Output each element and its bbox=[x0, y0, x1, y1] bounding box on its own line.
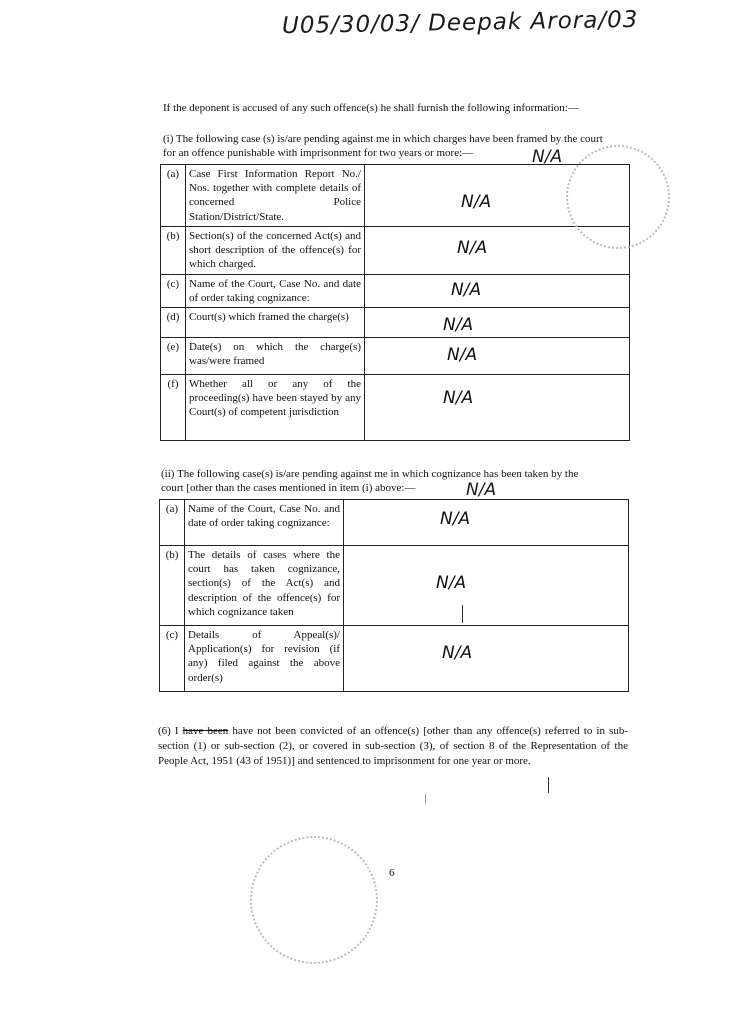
section1-heading-line1: (i) The following case (s) is/are pending against me in which charges have been framed by the court bbox=[163, 133, 603, 145]
row-label: (d) bbox=[161, 308, 186, 338]
row-answer: N/A bbox=[461, 192, 492, 212]
row-answer-cell bbox=[344, 546, 629, 626]
section1-heading-line2: for an offence punishable with imprisonment for two years or more:— bbox=[163, 147, 474, 159]
handwritten-reference-note: U05/30/03/ Deepak Arora/03 bbox=[281, 6, 639, 40]
section2-table bbox=[159, 499, 629, 692]
table-row bbox=[161, 375, 630, 441]
row-description: Section(s) of the concerned Act(s) and short description of the offence(s) for which charged. bbox=[186, 227, 365, 275]
table-row bbox=[160, 500, 629, 546]
official-seal-stamp bbox=[250, 836, 378, 964]
row-label: (b) bbox=[160, 546, 185, 626]
row-label: (e) bbox=[161, 338, 186, 375]
row-label: (a) bbox=[160, 500, 185, 546]
clause-6-text: have not been convicted of an offence(s) [other than any offence(s) referred to in sub-section (1) or sub-section (2), or covered in sub-section (3), of section 8 of the Representation of the People Act, 1951 (43 of 1951)] and sentenced to imprisonment for one year or more. bbox=[158, 725, 629, 767]
row-description: Date(s) on which the charge(s) was/were framed bbox=[186, 338, 365, 375]
row-description: Name of the Court, Case No. and date of order taking cognizance: bbox=[186, 274, 365, 307]
section2-heading-na: N/A bbox=[466, 480, 497, 500]
row-label: (a) bbox=[161, 165, 186, 227]
official-seal-stamp bbox=[566, 145, 670, 249]
row-answer-cell bbox=[365, 338, 630, 375]
row-answer: N/A bbox=[447, 345, 478, 366]
page-number: 6 bbox=[389, 867, 395, 879]
section1-heading-na: N/A bbox=[532, 147, 563, 167]
row-answer-cell bbox=[365, 308, 630, 338]
table-row bbox=[161, 227, 630, 275]
row-answer: N/A bbox=[440, 509, 471, 529]
row-description: Court(s) which framed the charge(s) bbox=[186, 308, 365, 338]
section1-table bbox=[160, 164, 630, 441]
table-row bbox=[161, 165, 630, 227]
section2-heading-line2: court [other than the cases mentioned in item (i) above:— bbox=[161, 482, 416, 494]
clause-6-struck-text: have been bbox=[182, 725, 229, 737]
row-description: Case First Information Report No./ Nos. together with complete details of concerned Police Station/District/State. bbox=[186, 165, 365, 227]
table-row bbox=[161, 308, 630, 338]
scan-mark bbox=[462, 605, 463, 623]
scan-mark bbox=[548, 777, 549, 793]
row-description: Details of Appeal(s)/ Application(s) for revision (if any) filed against the above order(s) bbox=[185, 626, 344, 692]
row-answer-cell bbox=[365, 274, 630, 307]
table-row bbox=[160, 546, 629, 626]
table-row bbox=[161, 274, 630, 307]
row-label: (f) bbox=[161, 375, 186, 441]
row-description: The details of cases where the court has taken cognizance, section(s) of the Act(s) and description of the offence(s) for which cognizance taken bbox=[185, 546, 344, 626]
row-label: (b) bbox=[161, 227, 186, 275]
row-answer: N/A bbox=[443, 315, 474, 336]
table-row bbox=[161, 338, 630, 375]
row-label: (c) bbox=[160, 626, 185, 692]
clause-6-prefix: (6) I bbox=[158, 725, 179, 737]
row-answer: N/A bbox=[436, 573, 467, 593]
row-answer: N/A bbox=[457, 238, 488, 258]
row-label: (c) bbox=[161, 274, 186, 307]
section2-heading-line1: (ii) The following case(s) is/are pending against me in which cognizance has been taken by the bbox=[161, 468, 579, 480]
row-answer: N/A bbox=[442, 643, 473, 663]
table-row bbox=[160, 626, 629, 692]
row-answer-cell bbox=[344, 500, 629, 546]
row-answer: N/A bbox=[451, 279, 482, 300]
row-answer-cell bbox=[344, 626, 629, 692]
row-description: Name of the Court, Case No. and date of order taking cognizance: bbox=[185, 500, 344, 546]
intro-paragraph: If the deponent is accused of any such offence(s) he shall furnish the following information:— bbox=[163, 102, 579, 114]
row-answer: N/A bbox=[443, 388, 474, 409]
row-answer-cell bbox=[365, 375, 630, 441]
clause-6-paragraph bbox=[158, 724, 628, 769]
row-description: Whether all or any of the proceeding(s) have been stayed by any Court(s) of competent jurisdiction bbox=[186, 375, 365, 441]
scan-mark bbox=[425, 794, 426, 804]
